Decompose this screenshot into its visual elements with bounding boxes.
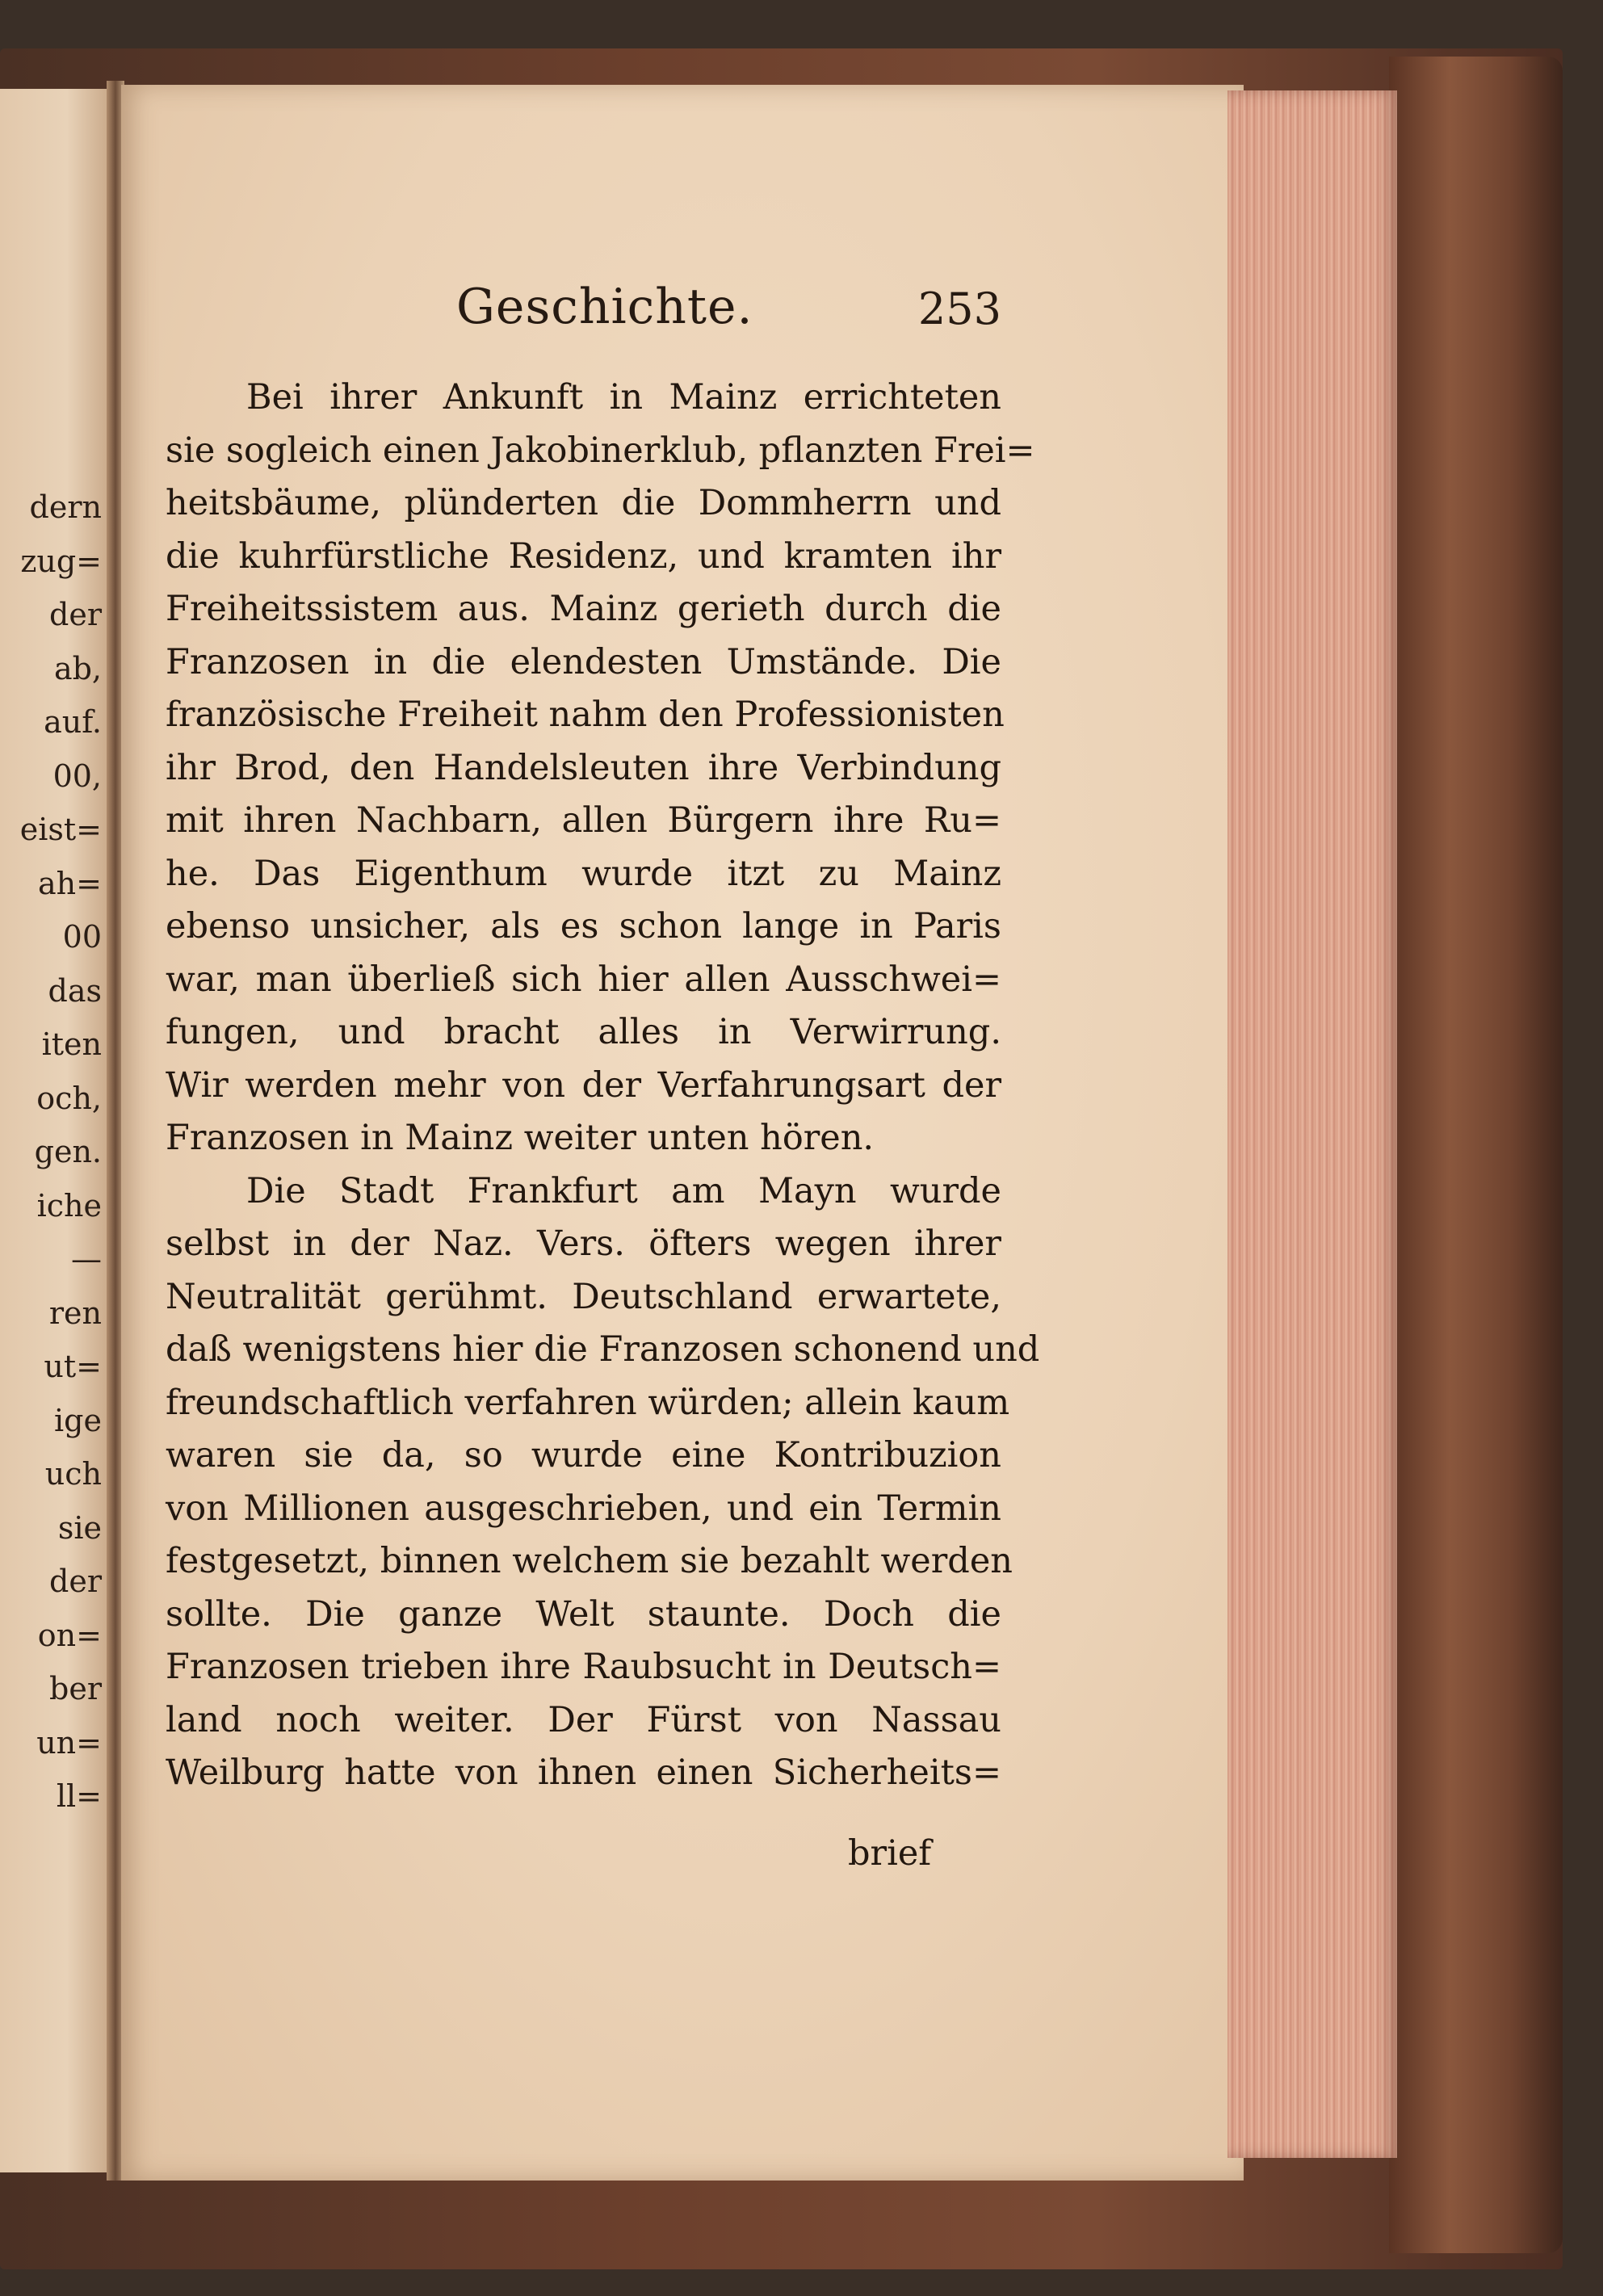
text-line: sollte. Die ganze Welt staunte. Doch die xyxy=(166,1593,1001,1635)
text-line: he. Das Eigenthum wurde itzt zu Mainz xyxy=(166,853,1001,894)
left-page-fragment: — xyxy=(71,1241,102,1277)
left-page-fragment: eist= xyxy=(19,812,102,847)
text-line: freundschaftlich verfahren würden; allein kaum xyxy=(166,1382,1010,1423)
paragraph xyxy=(166,371,1035,1165)
left-page-fragment: ut= xyxy=(44,1349,102,1384)
running-title: Geschichte. xyxy=(456,279,753,335)
book-cover-edge xyxy=(1389,57,1563,2253)
page-number: 253 xyxy=(917,283,1001,334)
left-page-fragment: on= xyxy=(37,1617,102,1653)
left-page-fragment: der xyxy=(49,597,102,632)
text-line: Franzosen in Mainz weiter unten hören. xyxy=(166,1118,875,1158)
text-line: land noch weiter. Der Fürst von Nassau xyxy=(166,1699,1001,1740)
left-page-fragment: ber xyxy=(49,1671,102,1706)
body-text xyxy=(166,371,1040,1800)
left-page-fragment: zug= xyxy=(20,543,102,579)
text-line: französische Freiheit nahm den Professionisten xyxy=(166,695,1005,735)
text-line: festgesetzt, binnen welchem sie bezahlt werden xyxy=(166,1541,1013,1581)
left-page-fragment: 00, xyxy=(52,758,102,794)
page-edges xyxy=(1227,90,1397,2158)
text-line: Wir werden mehr von der Verfahrungsart der xyxy=(166,1064,1001,1106)
left-page-fragment: ll= xyxy=(56,1778,102,1814)
left-page-fragment: uch xyxy=(44,1456,102,1492)
text-line: mit ihren Nachbarn, allen Bürgern ihre Ru= xyxy=(166,800,1001,841)
text-line: von Millionen ausgeschrieben, und ein Termin xyxy=(166,1488,1001,1529)
text-line: Franzosen in die elendesten Umstände. Die xyxy=(166,641,1001,682)
text-line: Franzosen trieben ihre Raubsucht in Deutsch= xyxy=(166,1647,1001,1687)
left-page-fragment: sie xyxy=(57,1509,102,1546)
paragraph xyxy=(166,1165,1040,1800)
left-page-fragment: der xyxy=(49,1564,102,1599)
text-line: die kuhrfürstliche Residenz, und kramten ihr xyxy=(166,535,1001,577)
text-line: ihr Brod, den Handelsleuten ihre Verbindung xyxy=(166,747,1001,788)
left-page-fragment: iten xyxy=(41,1026,102,1062)
text-line: Neutralität gerühmt. Deutschland erwartete, xyxy=(166,1276,1001,1317)
page-header xyxy=(166,279,1001,343)
left-page xyxy=(0,89,111,2172)
left-page-fragment: 00 xyxy=(62,919,102,955)
text-line: Bei ihrer Ankunft in Mainz errichteten xyxy=(246,377,1001,418)
left-page-fragment: ab, xyxy=(53,650,102,686)
text-line: daß wenigstens hier die Franzosen schonend und xyxy=(166,1329,1040,1370)
text-line: Die Stadt Frankfurt am Mayn wurde xyxy=(246,1170,1001,1211)
left-page-fragment: un= xyxy=(36,1724,102,1761)
text-line: ebenso unsicher, als es schon lange in Paris xyxy=(166,906,1001,947)
left-page-fragment: ren xyxy=(48,1295,102,1331)
text-line: heitsbäume, plünderten die Dommherrn und xyxy=(166,483,1001,523)
left-page-fragment: das xyxy=(48,972,102,1009)
left-page-fragment: auf. xyxy=(44,704,102,740)
text-line: fungen, und bracht alles in Verwirrung. xyxy=(166,1012,1001,1052)
left-page-fragment: och, xyxy=(36,1080,102,1116)
left-page-fragment: gen. xyxy=(34,1134,102,1169)
left-page-fragment: iche xyxy=(36,1187,102,1224)
left-page-text xyxy=(0,481,107,1824)
text-line: sie sogleich einen Jakobinerklub, pflanzten Frei= xyxy=(166,430,1035,471)
text-line: waren sie da, so wurde eine Kontribuzion xyxy=(166,1435,1001,1475)
text-line: war, man überließ sich hier allen Ausschwei= xyxy=(166,959,1001,1000)
catchword: brief xyxy=(848,1833,932,1874)
left-page-fragment: ah= xyxy=(38,865,102,901)
left-page-fragment: ige xyxy=(54,1402,102,1438)
left-page-fragment: dern xyxy=(29,489,102,525)
text-line: selbst in der Naz. Vers. öfters wegen ihrer xyxy=(166,1224,1001,1264)
text-line: Weilburg hatte von ihnen einen Sicherheits= xyxy=(166,1752,1001,1793)
text-line: Freiheitssistem aus. Mainz gerieth durch die xyxy=(166,589,1001,629)
